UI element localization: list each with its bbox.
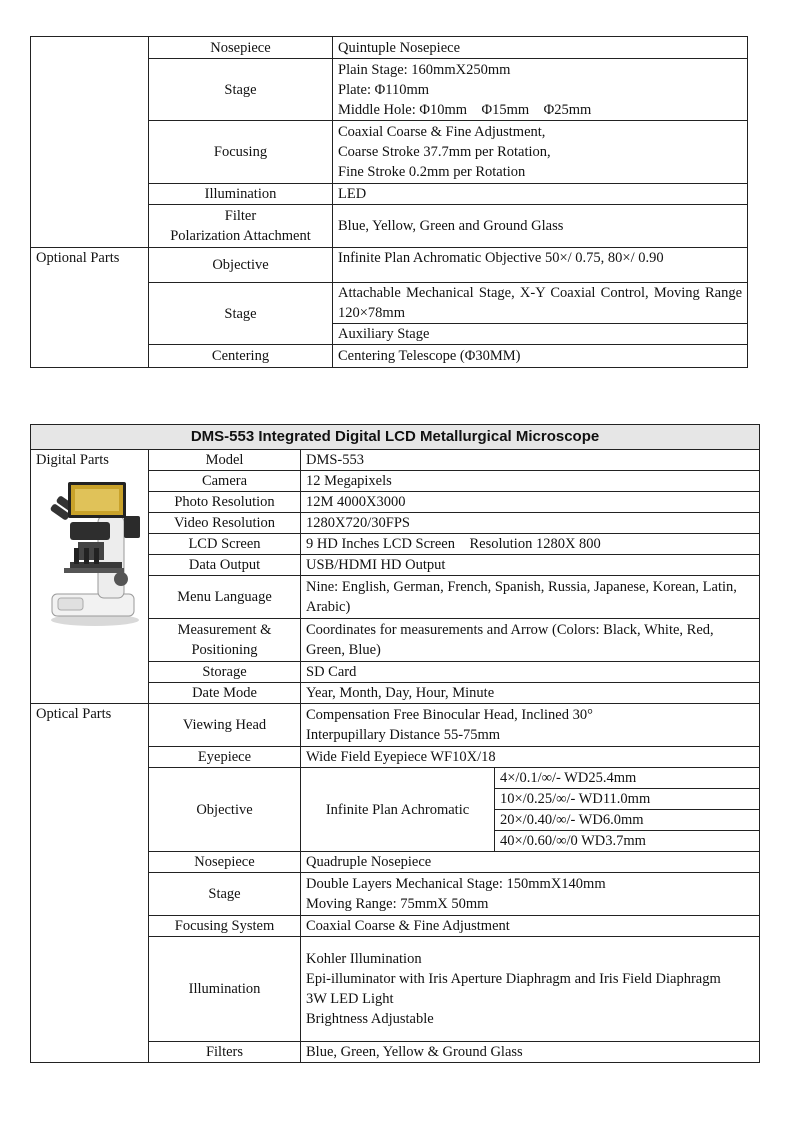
spec-label: Illumination bbox=[149, 937, 301, 1042]
spec-label: Centering bbox=[149, 345, 333, 368]
spec-table-continued bbox=[30, 36, 748, 368]
spec-value: Quintuple Nosepiece bbox=[333, 37, 748, 59]
spec-value: LED bbox=[333, 184, 748, 205]
spec-value: 1280X720/30FPS bbox=[301, 513, 760, 534]
spec-value: USB/HDMI HD Output bbox=[301, 555, 760, 576]
spec-value: Blue, Green, Yellow & Ground Glass bbox=[301, 1042, 760, 1063]
spec-label: Filters bbox=[149, 1042, 301, 1063]
objective-spec: 20×/0.40/∞/- WD6.0mm bbox=[495, 810, 760, 831]
objective-spec: 10×/0.25/∞/- WD11.0mm bbox=[495, 789, 760, 810]
spec-label: Menu Language bbox=[149, 576, 301, 619]
spec-label: Stage bbox=[149, 59, 333, 121]
spec-value: Year, Month, Day, Hour, Minute bbox=[301, 683, 760, 704]
table-title: DMS-553 Integrated Digital LCD Metallurgical Microscope bbox=[31, 425, 760, 450]
category-cell-blank bbox=[31, 37, 149, 248]
spec-label: Date Mode bbox=[149, 683, 301, 704]
spec-label: Storage bbox=[149, 662, 301, 683]
spec-label: Illumination bbox=[149, 184, 333, 205]
category-label: Digital Parts bbox=[36, 452, 109, 468]
spec-value: Kohler Illumination Epi-illuminator with Iris Aperture Diaphragm and Iris Field Diaphragm 3W LED Light Brightness Adjustable bbox=[301, 937, 760, 1042]
category-optional-parts: Optional Parts bbox=[31, 248, 149, 368]
spec-label: Camera bbox=[149, 471, 301, 492]
category-optical-parts: Optical Parts bbox=[31, 704, 149, 1063]
spec-value: Nine: English, German, French, Spanish, Russia, Japanese, Korean, Latin, Arabic) bbox=[301, 576, 760, 619]
spec-value: Auxiliary Stage bbox=[333, 324, 748, 345]
spec-value: Quadruple Nosepiece bbox=[301, 852, 760, 873]
spec-value: SD Card bbox=[301, 662, 760, 683]
objective-spec: 40×/0.60/∞/0 WD3.7mm bbox=[495, 831, 760, 852]
spec-label: Video Resolution bbox=[149, 513, 301, 534]
spec-label: Nosepiece bbox=[149, 37, 333, 59]
spec-label: Measurement & Positioning bbox=[149, 619, 301, 662]
spec-value: Compensation Free Binocular Head, Inclined 30° Interpupillary Distance 55-75mm bbox=[301, 704, 760, 747]
spec-value: 12M 4000X3000 bbox=[301, 492, 760, 513]
spec-label: LCD Screen bbox=[149, 534, 301, 555]
spec-label: Eyepiece bbox=[149, 747, 301, 768]
objective-spec: 4×/0.1/∞/- WD25.4mm bbox=[495, 768, 760, 789]
spec-value: DMS-553 bbox=[301, 450, 760, 471]
spec-label: Viewing Head bbox=[149, 704, 301, 747]
spec-label: Objective bbox=[149, 248, 333, 283]
spec-label: Focusing bbox=[149, 121, 333, 184]
spec-value: 9 HD Inches LCD Screen Resolution 1280X 800 bbox=[301, 534, 760, 555]
spec-value: Double Layers Mechanical Stage: 150mmX140mm Moving Range: 75mmX 50mm bbox=[301, 873, 760, 916]
spec-value: Blue, Yellow, Green and Ground Glass bbox=[333, 205, 748, 248]
microscope-image bbox=[40, 478, 140, 628]
objective-type: Infinite Plan Achromatic bbox=[301, 768, 495, 852]
spec-value: Attachable Mechanical Stage, X-Y Coaxial Control, Moving Range 120×78mm bbox=[333, 283, 748, 324]
spec-label: Model bbox=[149, 450, 301, 471]
spec-label: Photo Resolution bbox=[149, 492, 301, 513]
spec-value: Wide Field Eyepiece WF10X/18 bbox=[301, 747, 760, 768]
spec-value: Coaxial Coarse & Fine Adjustment, Coarse Stroke 37.7mm per Rotation, Fine Stroke 0.2mm per Rotation bbox=[333, 121, 748, 184]
spec-value: Infinite Plan Achromatic Objective 50×/ 0.75, 80×/ 0.90 bbox=[333, 248, 748, 283]
spec-value: Plain Stage: 160mmX250mm Plate: Φ110mm Middle Hole: Φ10mm Φ15mm Φ25mm bbox=[333, 59, 748, 121]
spec-value: Coaxial Coarse & Fine Adjustment bbox=[301, 916, 760, 937]
spec-label: Nosepiece bbox=[149, 852, 301, 873]
spec-label: Stage bbox=[149, 873, 301, 916]
category-digital-parts bbox=[31, 450, 149, 704]
dms-553-spec-table bbox=[30, 424, 760, 1063]
spec-value: Coordinates for measurements and Arrow (Colors: Black, White, Red, Green, Blue) bbox=[301, 619, 760, 662]
spec-value: Centering Telescope (Φ30MM) bbox=[333, 345, 748, 368]
spec-label: Objective bbox=[149, 768, 301, 852]
spec-label: Stage bbox=[149, 283, 333, 345]
spec-label: Data Output bbox=[149, 555, 301, 576]
spec-value: 12 Megapixels bbox=[301, 471, 760, 492]
spec-label: Filter Polarization Attachment bbox=[149, 205, 333, 248]
spec-label: Focusing System bbox=[149, 916, 301, 937]
